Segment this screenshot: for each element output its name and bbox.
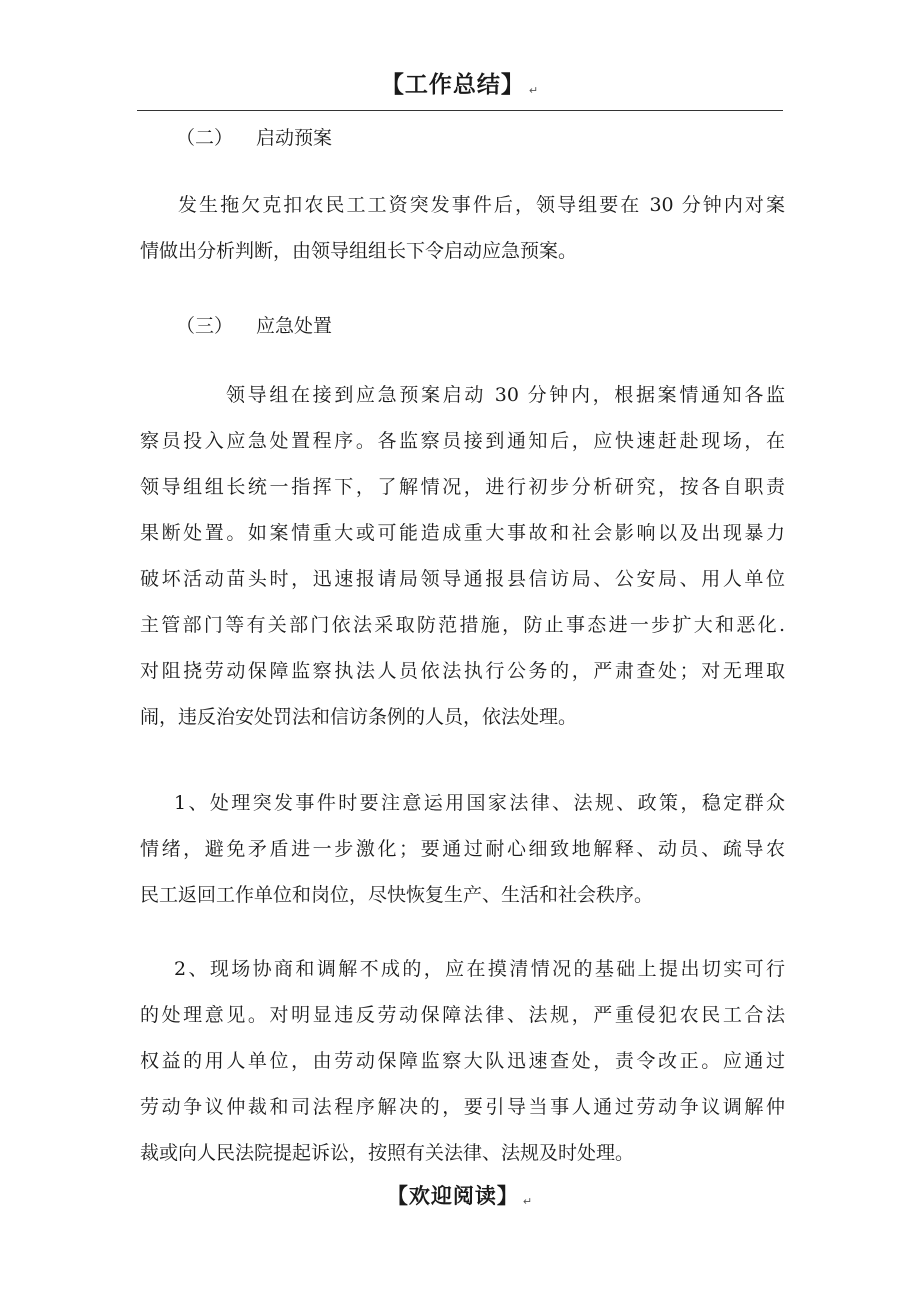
text-line: 裁或向人民法院提起诉讼，按照有关法律、法规及时处理。: [140, 1142, 635, 1164]
text-line: 领导组组长统一指挥下，了解情况，进行初步分析研究，按各自职责: [140, 476, 785, 498]
section-number: （三）: [176, 315, 234, 337]
text-line: 2、现场协商和调解不成的，应在摸清情况的基础上提出切实可行: [174, 958, 785, 980]
text-line: 民工返回工作单位和岗位，尽快恢复生产、生活和社会秩序。: [140, 884, 654, 906]
text-line: 权益的用人单位，由劳动保障监察大队迅速查处，责令改正。应通过: [140, 1050, 785, 1072]
text-line: 察员投入应急处置程序。各监察员接到通知后，应快速赶赴现场，在: [140, 430, 785, 452]
text-line: 劳动争议仲裁和司法程序解决的，要引导当事人通过劳动争议调解仲: [140, 1096, 785, 1118]
paragraph-mark-icon: ↵: [528, 84, 540, 97]
text-line: 闹，违反治安处罚法和信访条例的人员，依法处理。: [140, 706, 578, 728]
item-1-paragraph: [140, 780, 785, 918]
header-title: 【工作总结】: [380, 72, 525, 98]
section-3-paragraph: [140, 372, 785, 740]
text-line: 情做出分析判断，由领导组组长下令启动应急预案。: [140, 240, 578, 262]
section-heading-2: [176, 124, 332, 152]
text-line: 领导组在接到应急预案启动 30 分钟内，根据案情通知各监: [226, 384, 785, 406]
text-line: 破坏活动苗头时，迅速报请局领导通报县信访局、公安局、用人单位: [140, 568, 785, 590]
text-line: 1、处理突发事件时要注意运用国家法律、法规、政策，稳定群众: [174, 792, 785, 814]
section-title: 应急处置: [256, 315, 333, 337]
text-line: 情绪，避免矛盾进一步激化；要通过耐心细致地解释、动员、疏导农: [140, 838, 785, 860]
page-footer: [0, 1180, 920, 1210]
section-title: 启动预案: [256, 127, 333, 149]
item-2-paragraph: [140, 946, 785, 1176]
section-heading-3: [176, 312, 332, 340]
paragraph-mark-icon: ↵: [522, 1195, 534, 1208]
section-number: （二）: [176, 127, 234, 149]
text-line: 对阻挠劳动保障监察执法人员依法执行公务的，严肃查处；对无理取: [140, 660, 785, 682]
page-header: [0, 66, 920, 99]
text-line: 主管部门等有关部门依法采取防范措施，防止事态进一步扩大和恶化.: [140, 614, 785, 636]
text-line: 发生拖欠克扣农民工工资突发事件后，领导组要在 30 分钟内对案: [178, 194, 785, 216]
footer-title: 【欢迎阅读】: [386, 1184, 519, 1208]
section-2-paragraph: [140, 182, 785, 274]
text-line: 果断处置。如案情重大或可能造成重大事故和社会影响以及出现暴力: [140, 522, 785, 544]
text-line: 的处理意见。对明显违反劳动保障法律、法规，严重侵犯农民工合法: [140, 1004, 785, 1026]
header-divider: [137, 110, 783, 111]
